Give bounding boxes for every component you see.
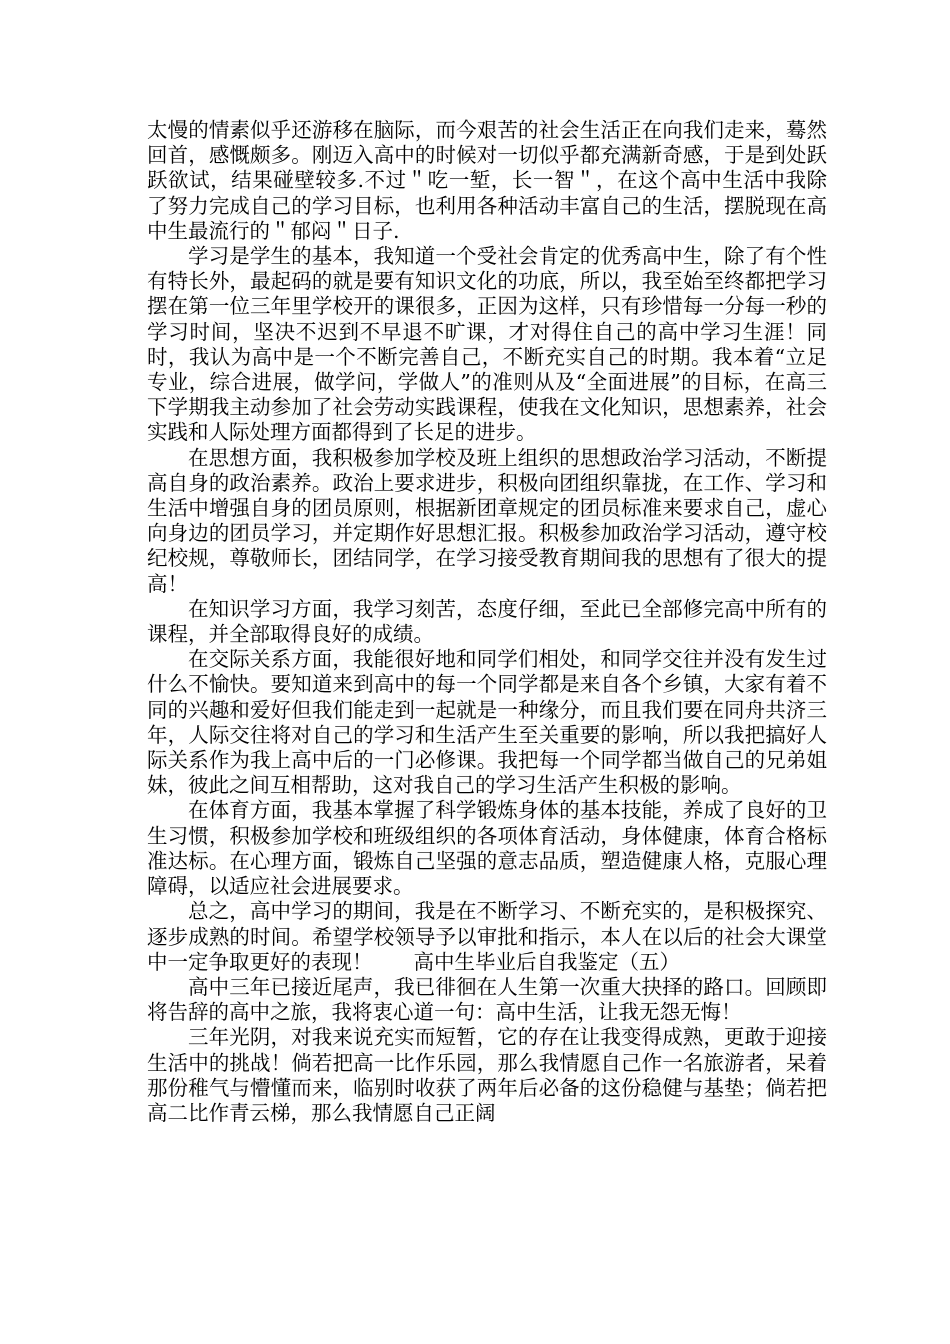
paragraph-6: 在体育方面，我基本掌握了科学锻炼身体的基本技能，养成了良好的卫生习惯，积极参加学校和班级组织的各项体育活动，身体健康，体育合格标准达标。在心理方面，锻炼自己坚强的意志品质，塑造健康人格，克服心理障碍，以适应社会进展要求。 (147, 798, 827, 899)
paragraph-1: 太慢的情素似乎还游移在脑际，而今艰苦的社会生活正在向我们走来，蓦然回首，感慨颇多。刚迈入高中的时候对一切似乎都充满新奇感，于是到处跃跃欲试，结果碰壁较多.不过＂吃一堑，长一智＂，在这个高中生活中我除了努力完成自己的学习目标，也利用各种活动丰富自己的生活，摆脱现在高中生最流行的＂郁闷＂日子. (147, 118, 827, 243)
paragraph-7: 总之，高中学习的期间，我是在不断学习、不断充实的，是积极探究、逐步成熟的时间。希望学校领导予以审批和指示，本人在以后的社会大课堂中一定争取更好的表现！ 高中生毕业后自我鉴定（五） (147, 899, 827, 974)
paragraph-3: 在思想方面，我积极参加学校及班上组织的思想政治学习活动，不断提高自身的政治素养。政治上要求进步，积极向团组织靠拢，在工作、学习和生活中增强自身的团员原则，根据新团章规定的团员标准来要求自己，虚心向身边的团员学习，并定期作好思想汇报。积极参加政治学习活动，遵守校纪校规，尊敬师长，团结同学，在学习接受教育期间我的思想有了很大的提高！ (147, 445, 827, 596)
paragraph-8: 高中三年已接近尾声，我已徘徊在人生第一次重大抉择的路口。回顾即将告辞的高中之旅，我将衷心道一句：高中生活，让我无怨无悔！ (147, 974, 827, 1025)
paragraph-9: 三年光阴，对我来说充实而短暂，它的存在让我变得成熟，更敢于迎接生活中的挑战！倘若把高一比作乐园，那么我情愿自己作一名旅游者，呆着那份稚气与懵懂而来，临别时收获了两年后必备的这份稳健与基垫；倘若把高二比作青云梯，那么我情愿自己正阔 (147, 1025, 827, 1125)
document-body (147, 118, 827, 1126)
paragraph-2: 学习是学生的基本，我知道一个受社会肯定的优秀高中生，除了有个性有特长外，最起码的就是要有知识文化的功底，所以，我至始至终都把学习摆在第一位三年里学校开的课很多，正因为这样，只有珍惜每一分每一秒的学习时间，坚决不迟到不早退不旷课，才对得住自己的高中学习生涯！同时，我认为高中是一个不断完善自己，不断充实自己的时期。我本着“立足专业，综合进展，做学问，学做人”的准则从及“全面进展”的目标，在高三下学期我主动参加了社会劳动实践课程，使我在文化知识，思想素养，社会实践和人际处理方面都得到了长足的进步。 (147, 244, 827, 445)
paragraph-4: 在知识学习方面，我学习刻苦，态度仔细，至此已全部修完高中所有的课程，并全部取得良好的成绩。 (147, 596, 827, 647)
paragraph-5: 在交际关系方面，我能很好地和同学们相处，和同学交往并没有发生过什么不愉快。要知道来到高中的每一个同学都是来自各个乡镇，大家有着不同的兴趣和爱好但我们能走到一起就是一种缘分，而且我们要在同舟共济三年，人际交往将对自己的学习和生活产生至关重要的影响，所以我把搞好人际关系作为我上高中后的一门必修课。我把每一个同学都当做自己的兄弟姐妹，彼此之间互相帮助，这对我自己的学习生活产生积极的影响。 (147, 647, 827, 798)
